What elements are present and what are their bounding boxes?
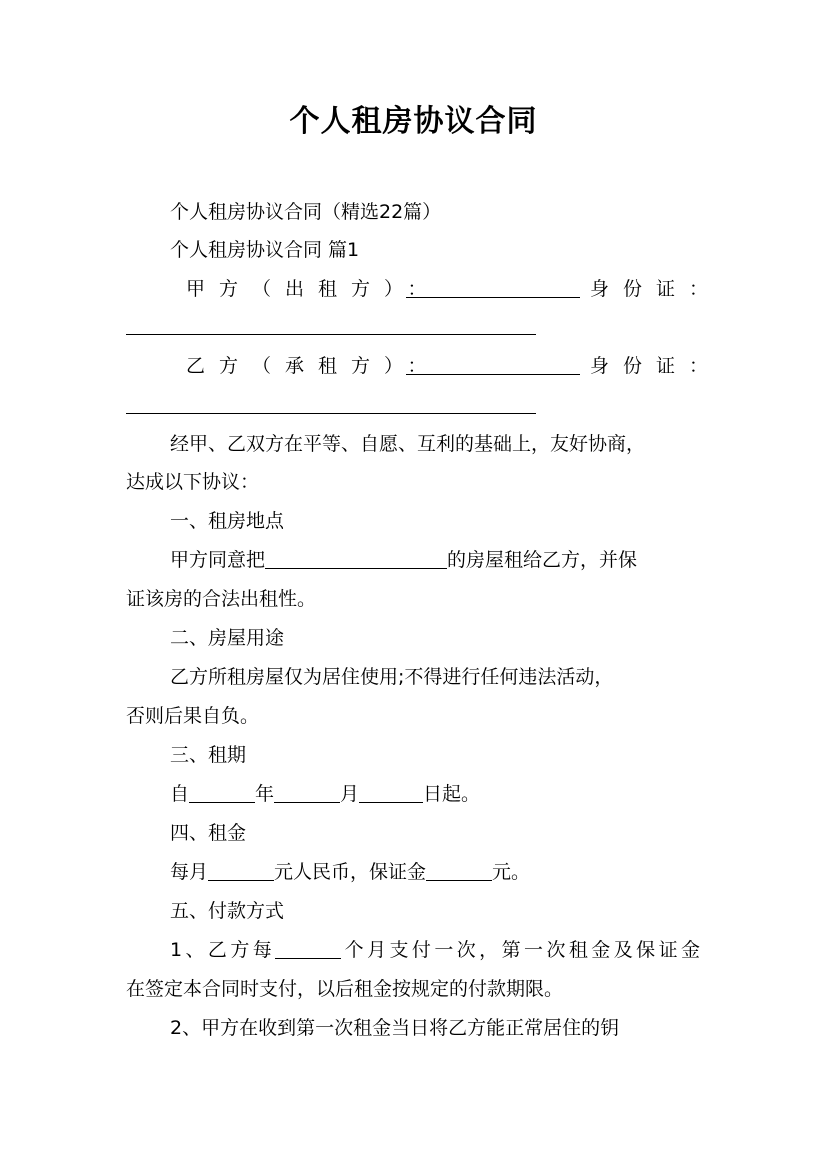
section-3-line-1: 自 年 月 日起。 (170, 783, 481, 805)
section-4-line-1: 每月 元人民币，保证金 元。 (170, 861, 531, 883)
party-b-label: 乙方（承租方）： (186, 355, 441, 377)
section-1-line-1: 甲方同意把 的房屋租给乙方，并保 (170, 549, 638, 571)
section-2-line-1: 乙方所租房屋仅为居住使用;不得进行任何违法活动， (170, 666, 614, 688)
section-title: 个人租房协议合同 篇1 (170, 239, 360, 261)
section-5-item-1-line-2: 在签定本合同时支付，以后租金按规定的付款期限。 (126, 978, 564, 1000)
start-day-blank (359, 782, 423, 803)
intro-line-1: 经甲、乙双方在平等、自愿、互利的基础上，友好协商， (170, 433, 646, 455)
document-subtitle: 个人租房协议合同（精选22篇） (170, 201, 442, 223)
section-5-item-2-line-1: 2、甲方在收到第一次租金当日将乙方能正常居住的钥 (170, 1017, 620, 1039)
section-3-heading: 三、租期 (170, 744, 247, 766)
document-title: 个人租房协议合同 (289, 104, 538, 139)
section-1-heading: 一、租房地点 (170, 510, 285, 532)
party-a-name-blank (406, 273, 580, 305)
monthly-rent-blank (208, 860, 274, 881)
party-a-id-blank (126, 334, 536, 335)
deposit-blank (426, 860, 492, 881)
section-1-line-2: 证该房的合法出租性。 (126, 588, 317, 610)
intro-line-2: 达成以下协议： (126, 471, 260, 493)
party-a-label: 甲方（出租方）： (186, 278, 441, 300)
section-2-heading: 二、房屋用途 (170, 627, 285, 649)
section-2-line-2: 否则后果自负。 (126, 705, 260, 727)
party-b-name-blank (406, 350, 580, 382)
address-blank (265, 548, 447, 569)
start-year-blank (189, 782, 255, 803)
start-month-blank (274, 782, 340, 803)
party-b-id-label: 身份证： (590, 355, 723, 377)
party-a-id-label: 身份证： (590, 278, 723, 300)
section-5-heading: 五、付款方式 (170, 900, 285, 922)
section-4-heading: 四、租金 (170, 822, 247, 844)
party-b-id-blank (126, 413, 536, 414)
payment-interval-blank (275, 938, 341, 959)
section-5-item-1-line-1: 1、乙方每 个月支付一次，第一次租金及保证金 (170, 939, 700, 961)
